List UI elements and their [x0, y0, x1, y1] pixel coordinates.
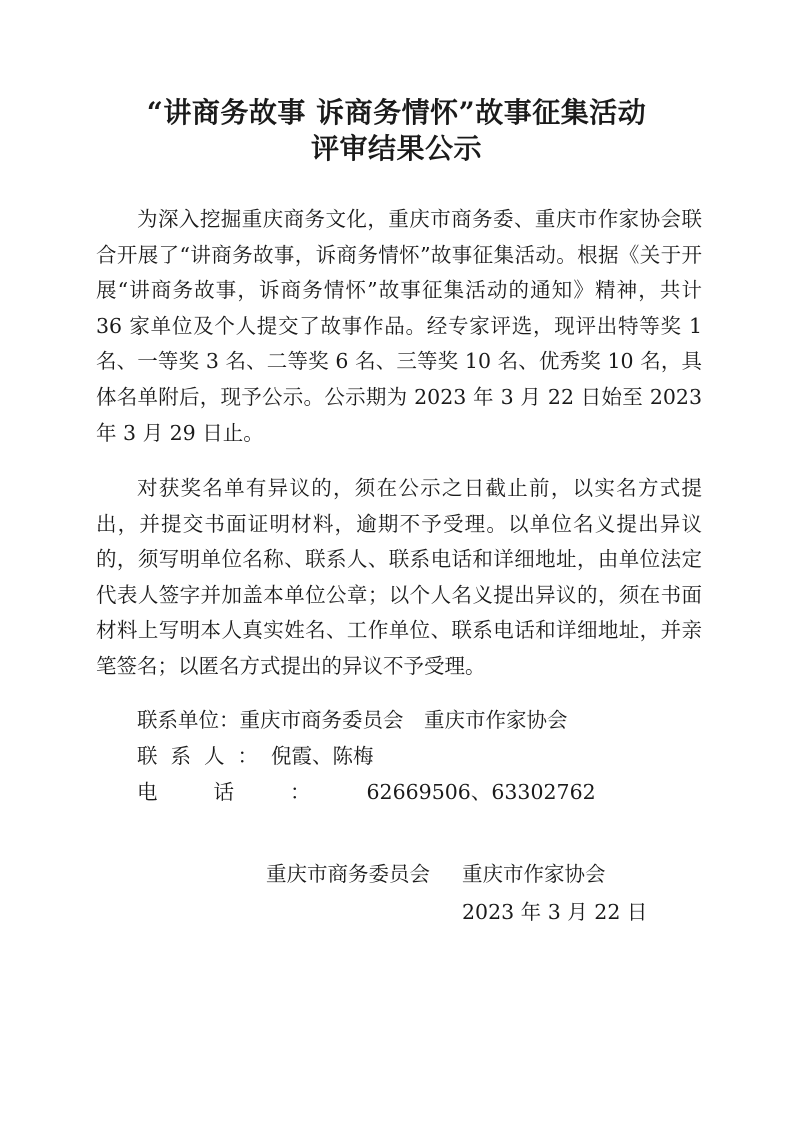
- paragraph-announcement: 为深入挖掘重庆商务文化，重庆市商务委、重庆市作家协会联合开展了“讲商务故事，诉商务情怀”故事征集活动。根据《关于开展“讲商务故事，诉商务情怀”故事征集活动的通知》精神，共计 36 家单位及个人提交了故事作品。经专家评选，现评出特等奖 1 名、一等奖 3 名、二等奖 6 名、三等奖 10 名、优秀奖 10 名，具体名单附后，现予公示。公示期为 2023 年 3 月 22 日始至 2023 年 3 月 29 日止。: [96, 207, 702, 445]
- contact-person-line: [137, 739, 374, 775]
- signature-date: 2023 年 3 月 22 日: [462, 900, 648, 924]
- contact-phone-label: 电话：: [137, 780, 367, 804]
- document-title-line-2: 评审结果公示: [310, 132, 482, 165]
- contact-unit-line: [137, 703, 568, 739]
- contact-phone-value: 62669506、63302762: [366, 780, 596, 804]
- contact-unit-value: 重庆市商务委员会 重庆市作家协会: [239, 708, 568, 732]
- contact-person-label: 联系人：: [137, 744, 271, 768]
- signature-org-writers: 重庆市作家协会: [462, 862, 606, 886]
- contact-person-value: 倪霞、陈梅: [271, 744, 374, 768]
- contact-phone-line: [137, 775, 596, 811]
- signature-organizations: [266, 857, 606, 893]
- contact-unit-label: 联系单位：: [137, 708, 240, 732]
- document-title-line-1: “讲商务故事 诉商务情怀”故事征集活动: [146, 96, 647, 129]
- paragraph-objection-rules: 对获奖名单有异议的，须在公示之日截止前，以实名方式提出，并提交书面证明材料，逾期不予受理。以单位名义提出异议的，须写明单位名称、联系人、联系电话和详细地址，由单位法定代表人签字并加盖本单位公章；以个人名义提出异议的，须在书面材料上写明本人真实姓名、工作单位、联系电话和详细地址，并亲笔签名；以匿名方式提出的异议不予受理。: [96, 476, 702, 678]
- signature-org-commerce: 重庆市商务委员会: [266, 862, 430, 886]
